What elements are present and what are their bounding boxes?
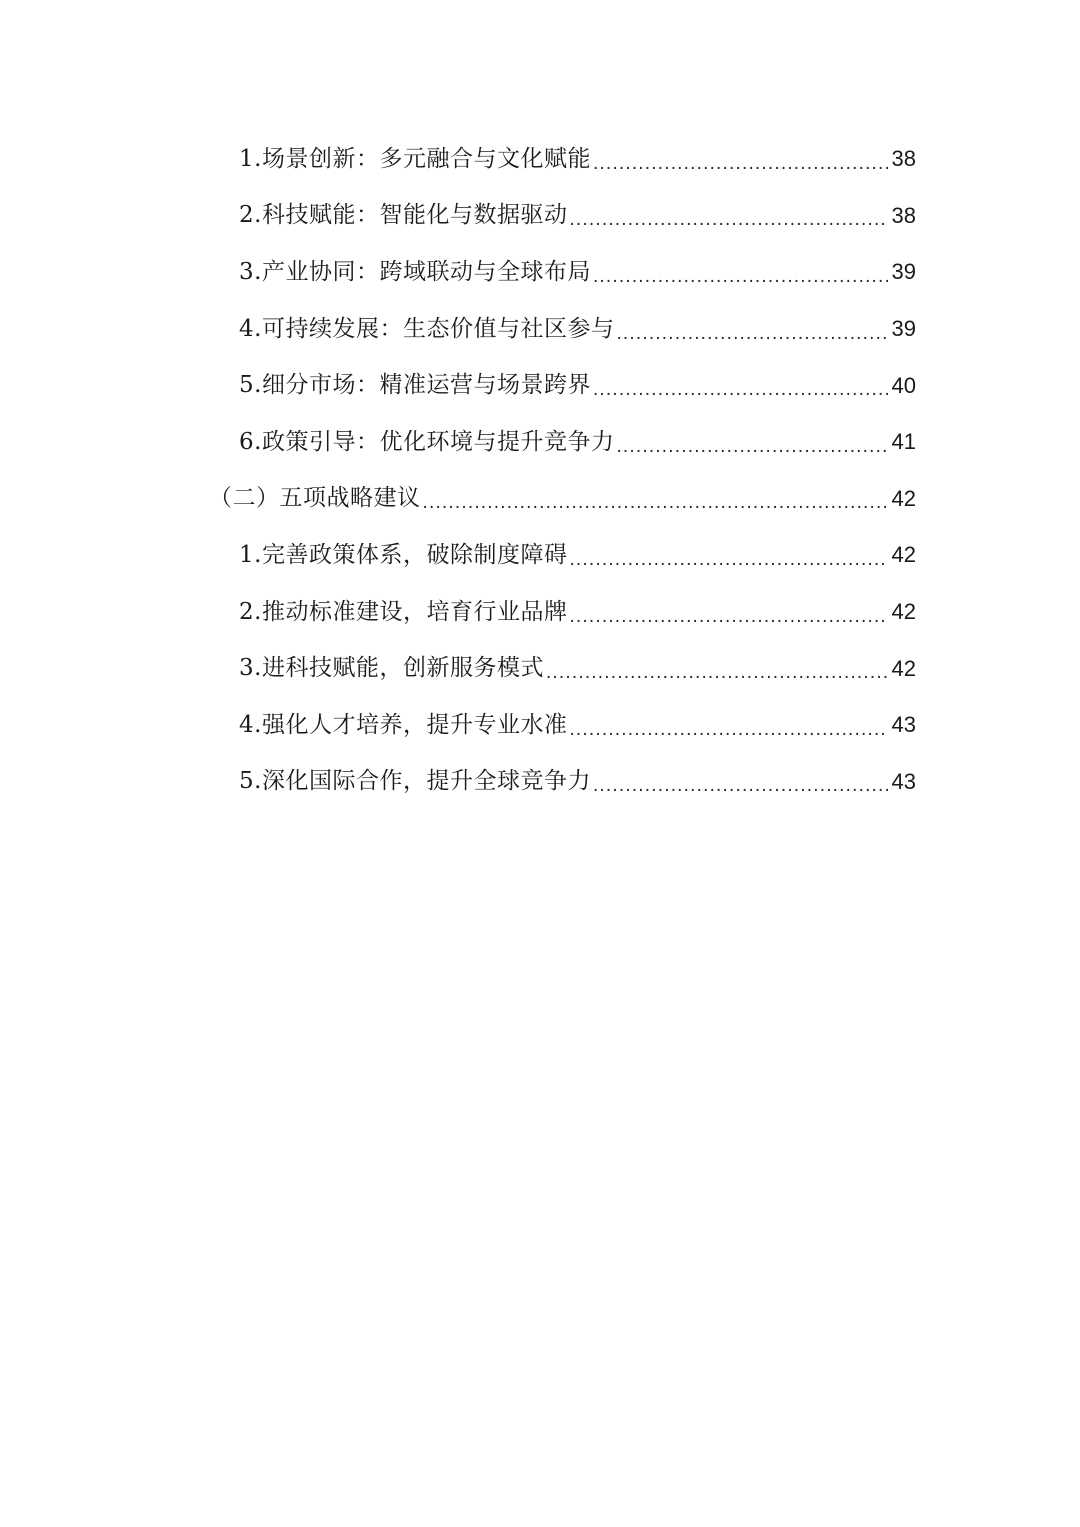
toc-entry[interactable] — [0, 640, 1080, 697]
toc-entry-title: 6.政策引导：优化环境与提升竞争力 — [239, 428, 615, 455]
toc-entry[interactable] — [0, 697, 1080, 754]
toc-page-number: 39 — [891, 316, 916, 342]
toc-entry[interactable] — [0, 357, 1080, 414]
toc-dot-leader — [616, 437, 888, 456]
toc-entry-title: 3.进科技赋能，创新服务模式 — [239, 655, 544, 682]
toc-dot-leader — [616, 324, 888, 343]
toc-dot-leader — [593, 380, 888, 399]
toc-page-number: 38 — [891, 146, 916, 172]
toc-entry-title: 1.完善政策体系，破除制度障碍 — [239, 541, 568, 568]
toc-entry[interactable] — [0, 131, 1080, 188]
toc-page-number: 38 — [891, 202, 916, 228]
toc-page-number: 42 — [891, 655, 916, 681]
toc-dot-leader — [593, 154, 888, 173]
toc-page-number: 39 — [891, 259, 916, 285]
toc-dot-leader — [423, 493, 889, 512]
toc-entry-title: 4.可持续发展：生态价值与社区参与 — [239, 315, 615, 342]
toc-dot-leader — [569, 210, 888, 229]
toc-entry-title: 2.推动标准建设，培育行业品牌 — [239, 598, 568, 625]
toc-section-title: （二）五项战略建议 — [209, 485, 421, 512]
toc-page-number: 43 — [891, 712, 916, 738]
toc-dot-leader — [569, 607, 888, 626]
toc-entry[interactable] — [0, 527, 1080, 584]
toc-entry-title: 1.场景创新：多元融合与文化赋能 — [239, 145, 591, 172]
toc-page-number: 40 — [891, 372, 916, 398]
toc-dot-leader — [569, 720, 888, 739]
toc-section-entry[interactable] — [0, 471, 1080, 528]
toc-entry[interactable] — [0, 754, 1080, 811]
toc-entry[interactable] — [0, 584, 1080, 641]
toc-entry[interactable] — [0, 188, 1080, 245]
toc-page-number: 42 — [891, 599, 916, 625]
toc-page-number: 42 — [891, 542, 916, 568]
toc-dot-leader — [593, 776, 888, 795]
toc-dot-leader — [546, 663, 888, 682]
toc-entry[interactable] — [0, 301, 1080, 358]
toc-entry-title: 5.细分市场：精准运营与场景跨界 — [239, 372, 591, 399]
toc-entry[interactable] — [0, 414, 1080, 471]
table-of-contents — [0, 131, 1080, 810]
toc-entry-title: 4.强化人才培养，提升专业水准 — [239, 711, 568, 738]
toc-entry-title: 2.科技赋能：智能化与数据驱动 — [239, 202, 568, 229]
toc-entry-title: 5.深化国际合作，提升全球竞争力 — [239, 768, 591, 795]
toc-page-number: 41 — [891, 429, 916, 455]
toc-dot-leader — [593, 267, 888, 286]
toc-entry[interactable] — [0, 244, 1080, 301]
toc-entry-title: 3.产业协同：跨域联动与全球布局 — [239, 258, 591, 285]
toc-dot-leader — [569, 550, 888, 569]
toc-page-number: 43 — [891, 768, 916, 794]
toc-page-number: 42 — [891, 485, 916, 511]
